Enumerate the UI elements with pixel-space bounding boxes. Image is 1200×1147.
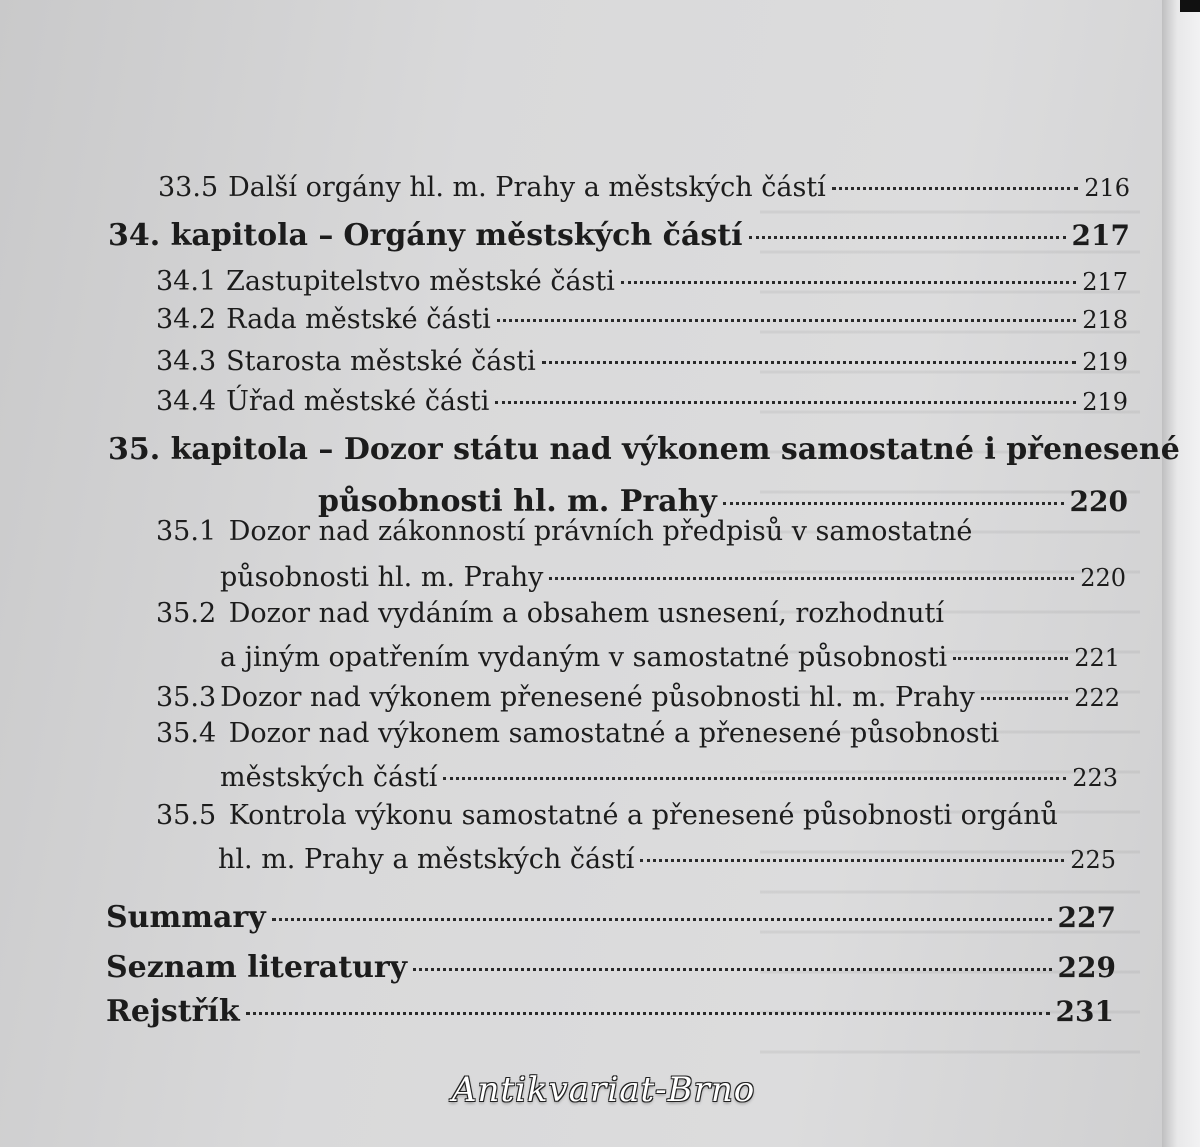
toc-entry-35-5-title	[156, 800, 1058, 831]
entry-page: 219	[1082, 348, 1128, 376]
index-page: 231	[1055, 995, 1114, 1028]
entry-page: 219	[1082, 388, 1128, 416]
dot-leader	[723, 502, 1064, 505]
toc-entry-33-5[interactable]	[158, 172, 1130, 203]
dot-leader	[542, 361, 1076, 364]
dot-leader	[495, 401, 1076, 404]
toc-entry-35-1[interactable]	[220, 562, 1126, 593]
dot-leader	[246, 1012, 1050, 1015]
entry-title-continued: a jiným opatřením vydaným v samostatné působnosti	[220, 642, 948, 673]
entry-number: 35.4	[156, 718, 217, 749]
watermark-logo: Antikvariat-Brno	[452, 1070, 756, 1110]
entry-title: Rada městské části	[226, 304, 491, 335]
toc-bibliography[interactable]	[106, 950, 1116, 985]
toc-chapter-35[interactable]	[318, 484, 1128, 519]
entry-page: 225	[1070, 846, 1116, 874]
entry-page: 222	[1074, 684, 1120, 712]
toc-entry-35-5[interactable]	[218, 844, 1116, 875]
entry-page: 220	[1080, 564, 1126, 592]
summary-title: Summary	[106, 900, 266, 935]
entry-title: Dozor nad zákonností právních předpisů v samostatné	[228, 516, 973, 547]
dot-leader	[497, 319, 1076, 322]
chapter-title: Dozor státu nad výkonem samostatné i přenesené	[343, 432, 1180, 467]
dot-leader	[640, 859, 1064, 862]
toc-entry-34-1[interactable]	[156, 266, 1128, 297]
entry-page: 223	[1072, 764, 1118, 792]
entry-number: 35.3	[156, 682, 217, 713]
entry-title: Další orgány hl. m. Prahy a městských částí	[228, 172, 826, 203]
chapter-page: 220	[1069, 485, 1128, 518]
dot-leader	[981, 697, 1068, 700]
toc-index[interactable]	[106, 994, 1114, 1029]
entry-number: 35.5	[156, 800, 217, 831]
entry-page: 216	[1084, 174, 1130, 202]
entry-page: 217	[1082, 268, 1128, 296]
toc-entry-35-4-title	[156, 718, 999, 749]
chapter-title-continued: působnosti hl. m. Prahy	[318, 484, 717, 519]
dot-leader	[953, 657, 1068, 660]
entry-page: 218	[1082, 306, 1128, 334]
toc-entry-35-4[interactable]	[220, 762, 1118, 793]
index-title: Rejstřík	[106, 994, 240, 1029]
bibliography-page: 229	[1057, 951, 1116, 984]
toc-chapter-35-title	[108, 432, 1180, 467]
entry-title-continued: hl. m. Prahy a městských částí	[218, 844, 635, 875]
entry-number: 35.2	[156, 598, 217, 629]
entry-number: 34.2	[156, 304, 217, 335]
dot-leader	[621, 281, 1076, 284]
entry-title: Úřad městské části	[226, 386, 490, 417]
toc-entry-35-2-title	[156, 598, 944, 629]
chapter-page: 217	[1071, 219, 1130, 252]
entry-title: Zastupitelstvo městské části	[226, 266, 615, 297]
entry-number: 34.4	[156, 386, 217, 417]
chapter-title: Orgány městských částí	[343, 218, 743, 253]
entry-number: 35.1	[156, 516, 217, 547]
toc-summary[interactable]	[106, 900, 1116, 935]
summary-page: 227	[1057, 901, 1116, 934]
entry-title: Starosta městské části	[226, 346, 536, 377]
toc-chapter-34[interactable]	[108, 218, 1130, 253]
dot-leader	[272, 918, 1052, 921]
dot-leader	[832, 187, 1078, 190]
entry-number: 33.5	[158, 172, 219, 203]
toc-entry-35-1-title	[156, 516, 972, 547]
toc-entry-35-3[interactable]	[156, 682, 1120, 713]
dot-leader	[413, 968, 1051, 971]
bibliography-title: Seznam literatury	[106, 950, 408, 985]
chapter-number: 35. kapitola –	[108, 432, 334, 467]
toc-entry-35-2[interactable]	[220, 642, 1120, 673]
entry-number: 34.1	[156, 266, 217, 297]
entry-title: Dozor nad výkonem přenesené působnosti hl. m. Prahy	[220, 682, 975, 713]
entry-title-continued: působnosti hl. m. Prahy	[220, 562, 544, 593]
entry-page: 221	[1074, 644, 1120, 672]
dot-leader	[549, 577, 1074, 580]
entry-title: Dozor nad výkonem samostatné a přenesené působnosti	[228, 718, 1000, 749]
entry-title-continued: městských částí	[220, 762, 438, 793]
toc-entry-34-2[interactable]	[156, 304, 1128, 335]
chapter-number: 34. kapitola –	[108, 218, 334, 253]
toc-entry-34-4[interactable]	[156, 386, 1128, 417]
entry-number: 34.3	[156, 346, 217, 377]
entry-title: Kontrola výkonu samostatné a přenesené působnosti orgánů	[228, 800, 1058, 831]
entry-title: Dozor nad vydáním a obsahem usnesení, rozhodnutí	[228, 598, 944, 629]
dot-leader	[749, 236, 1066, 239]
toc-entry-34-3[interactable]	[156, 346, 1128, 377]
dot-leader	[443, 777, 1066, 780]
